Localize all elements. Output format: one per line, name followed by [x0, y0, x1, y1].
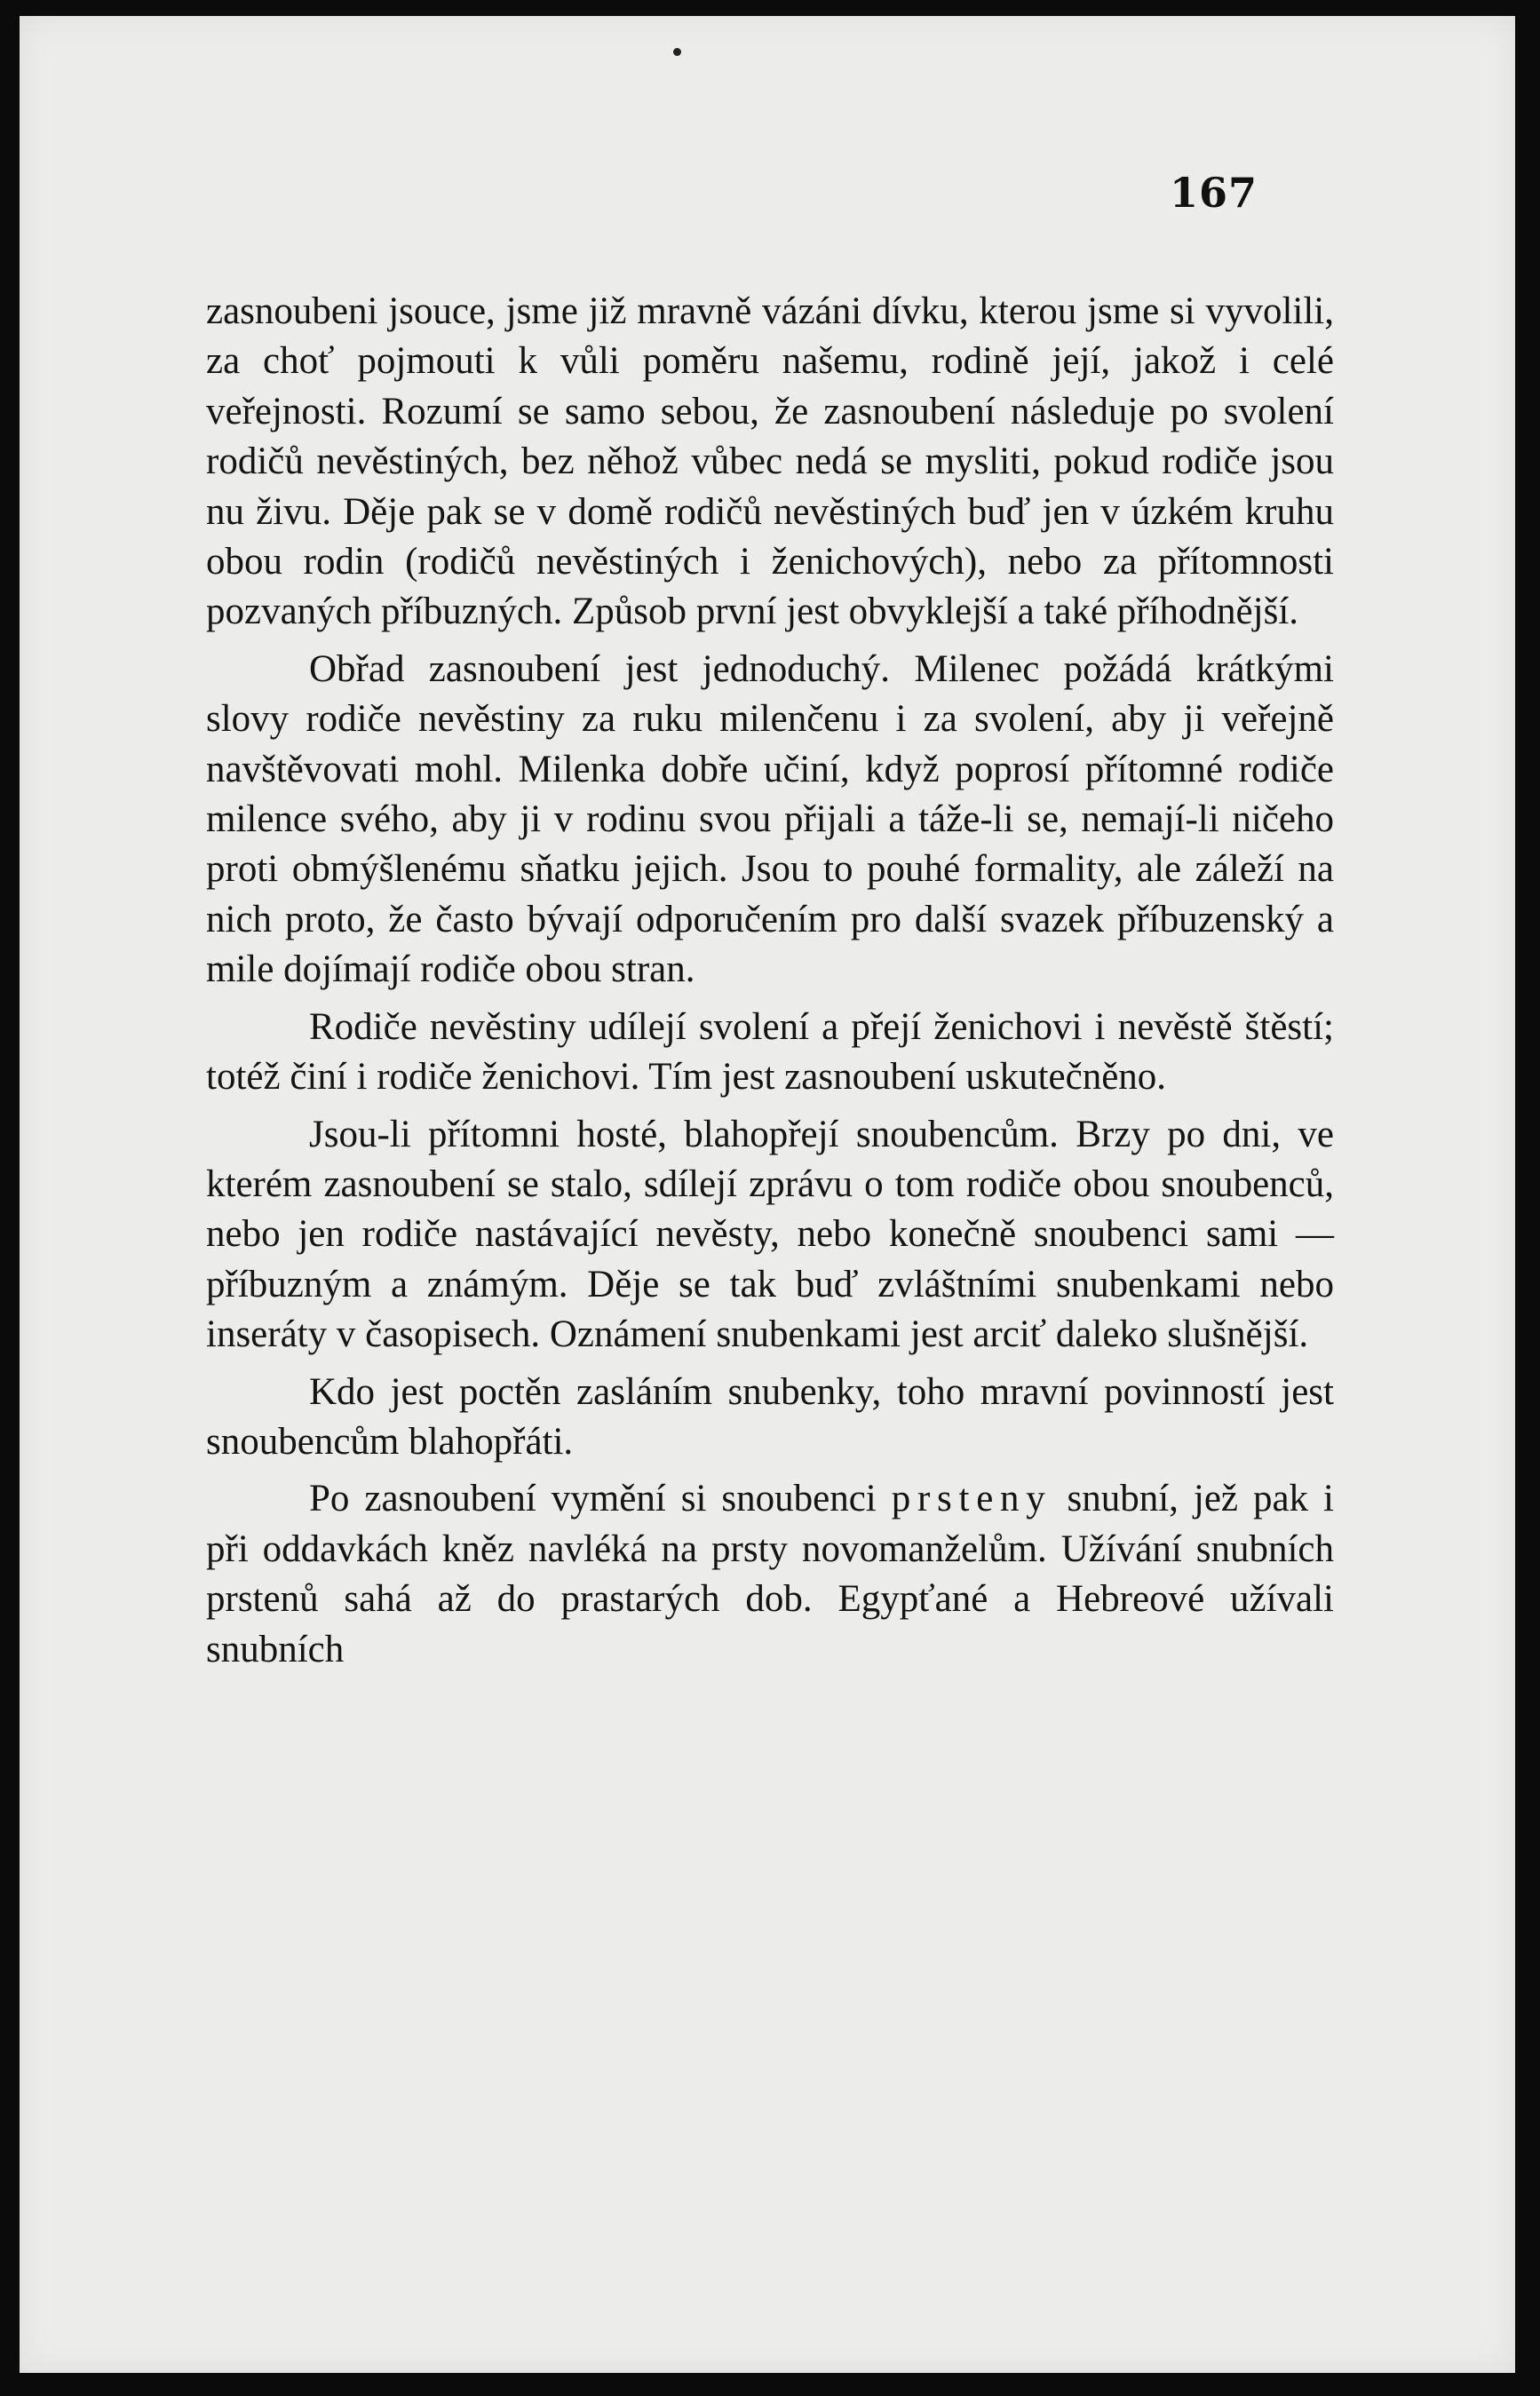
- paragraph-1: zasnoubeni jsouce, jsme již mravně vázáni dívku, kterou jsme si vyvolili, za choť pojmouti k vůli poměru našemu, rodině její, jakož i celé veřejnosti. Rozumí se samo sebou, že zasnoubení následuje po svolení rodičů nevěstiných, bez něhož vůbec nedá se mysliti, pokud rodiče jsou nu živu. Děje pak se v domě rodičů nevěstiných buď jen v úzkém kruhu obou rodin (rodičů nevěstiných i ženichových), nebo za přítomnosti pozvaných příbuzných. Způsob první jest obvyklejší a také příhodnější.: [206, 290, 1334, 633]
- paragraph-4: Jsou-li přítomni hosté, blahopřejí snoubencům. Brzy po dni, ve kterém zasnoubení se stalo, sdílejí zprávu o tom rodiče obou snoubenců, nebo jen rodiče nastávající nevěsty, nebo konečně snoubenci sami — příbuzným a známým. Děje se tak buď zvláštními snubenkami nebo inseráty v časopisech. Oznámení snubenkami jest arciť daleko slušnější.: [206, 1113, 1334, 1356]
- body-text: [206, 287, 1334, 1682]
- page-number: 167: [1169, 169, 1258, 217]
- ink-speck: [673, 48, 681, 56]
- paragraph-6-start: Po zasnoubení vymění si snoubenci: [309, 1478, 892, 1520]
- book-page: [20, 16, 1515, 2373]
- paragraph-5: Kdo jest poctěn zasláním snubenky, toho mravní povinností jest snoubencům blahopřáti.: [206, 1370, 1334, 1463]
- paragraph-3: Rodiče nevěstiny udílejí svolení a přejí ženichovi i nevěstě štěstí; totéž činí i rodiče ženichovi. Tím jest zasnoubení uskutečněno.: [206, 1005, 1334, 1099]
- paragraph-6: [206, 1474, 1334, 1675]
- paragraph-2: Obřad zasnoubení jest jednoduchý. Milenec požádá krátkými slovy rodiče nevěstiny za ruku milenčenu i za svolení, aby ji veřejně navštěvovati mohl. Milenka dobře učiní, když poprosí přítomné rodiče milence svého, aby ji v rodinu svou přijali a táže-li se, nemají-li ničeho proti obmýšlenému sňatku jejich. Jsou to pouhé formality, ale záleží na nich proto, že často bývají odporučením pro další svazek příbuzenský a mile dojímají rodiče obou stran.: [206, 647, 1334, 991]
- spaced-emphasis-word: prsteny: [891, 1478, 1052, 1520]
- paragraph-6-end: snubní, jež pak i při oddavkách kněz navléká na prsty novomanželům. Užívání snubních prstenů sahá až do prastarých dob. Egypťané a Hebreové užívali snubních: [206, 1478, 1334, 1670]
